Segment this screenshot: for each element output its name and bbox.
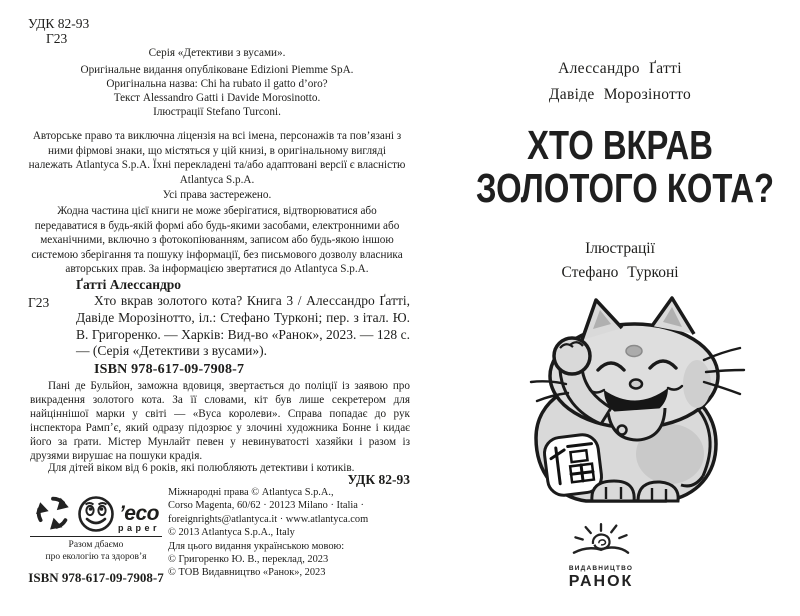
bib-entry: Хто вкрав золотого кота? Книга 3 / Алессандро Ґатті, Давіде Морозінотто, іл.: Стефано Турконі; пер. з італ. Ю. В. Григоренко. — Харків: Вид-во «Ранок», 2023. — 128 с. — (Серія «Детективи з вусами»). [76, 293, 410, 359]
book-title-line2: ЗОЛОТОГО КОТА? [476, 165, 775, 211]
author-name-2: Давіде Морозінотто [548, 86, 692, 103]
udc-code-label: Г23 [46, 31, 68, 46]
eco-paper-logo [117, 502, 160, 533]
bib-isbn: ISBN 978-617-09-7908-7 [94, 362, 245, 377]
series-line: Оригінальна назва: Chi ha rubato il gatto d’oro? [106, 78, 328, 90]
series-line: Ілюстрації Stefano Turconi. [153, 106, 281, 118]
eco-caption-line2: про екологію та здоров’я [45, 551, 147, 562]
annotation-paragraph: Пані де Бульйон, заможна вдовиця, звертається до поліції із заявою про викрадення золотого кота. За її словами, кіт був лише секретером для найціннішої марки у світі — «Вуса королеви». Справа попадає до рук інспектора Рампʼє, який одразу підозрює у злочині художника Бонне і кидає його за ґрати. Містер Мунлайт певен у невинуватості хазяйки і разом із друзями вирушає на пошуки крадія. [30, 380, 410, 463]
publisher-name: ВИДАВНИЦТВО [568, 565, 634, 572]
eco-caption-line1: Разом дбаємо [68, 540, 124, 550]
bib-margin-code: Г23 [28, 295, 50, 310]
rights-block [168, 486, 428, 580]
book-title [476, 122, 775, 211]
series-block [22, 46, 412, 119]
rights-line: Для цього видання українською мовою: [168, 540, 345, 552]
rights-line: © 2013 Atlantyca S.p.A., Italy [168, 527, 295, 539]
book-title-line1: ХТО ВКРАВ [527, 122, 713, 168]
lucky-cat-icon [500, 296, 748, 506]
audience-line: Для дітей віком від 6 років, які полюбляють детективи і котиків. [48, 462, 355, 474]
maneki-neko-illustration [500, 296, 748, 506]
no-part-paragraph: Жодна частина цієї книги не може зберігатися, відтворюватися або передаватися в будь-якій формі або будь-якими засобами, електронними або механічними, включно з фотокопіюванням, записом або будь-якою іншою системою зберігання та пошуку інформації, без письмового дозволу власника авторських прав. За інформацією звертатися до Atlantyca S.p.A. [31, 205, 403, 276]
rights-line: Міжнародні права © Atlantyca S.p.A., [168, 487, 334, 498]
title-page [440, 0, 800, 616]
udc-bottom-label: УДК 82-93 [347, 472, 410, 487]
author-name-1: Алессандро Ґатті [558, 60, 682, 77]
eco-logo-paper: paper [117, 523, 160, 533]
publisher-brand: РАНОК [568, 573, 634, 590]
rights-line: © Григоренко Ю. В., переклад, 2023 [168, 554, 329, 566]
rights-line: © ТОВ Видавництво «Ранок», 2023 [168, 567, 326, 579]
imprint-page [22, 0, 412, 616]
series-line: Текст Alessandro Gatti і Davide Morosinotto. [113, 92, 321, 104]
isbn-bottom: ISBN 978-617-09-7908-7 [28, 570, 164, 585]
bibliographic-record [22, 293, 412, 360]
bib-author-heading: Ґатті Алессандро [76, 277, 182, 292]
eco-paper-block [28, 487, 164, 586]
udc-top-label: УДК 82-93 [28, 16, 90, 31]
sun-icon [568, 522, 634, 560]
recycle-icon [32, 493, 74, 533]
series-line: Серія «Детективи з вусами». [148, 47, 286, 59]
udc-classification [28, 16, 89, 46]
eco-icons-row [28, 487, 164, 533]
illustrator-name: Стефано Турконі [561, 264, 679, 281]
copyright-paragraph: Авторське право та виключна ліцензія на всі імена, персонажів та пов’язані з ними фірмові знаки, що містяться у цій книзі, в оригінальному вигляді належать Atlantyca S.p.A. Їхні перекладені та/або адаптовані версії є власністю Atlantyca S.p.A. [28, 130, 406, 186]
publisher-logo [536, 522, 666, 590]
rights-line: Corso Magenta, 60/62 · 20123 Milano · Italia · [168, 500, 364, 512]
rights-line: foreignrights@atlantyca.it · www.atlantyca.com [168, 513, 369, 525]
illustrations-label: Ілюстрації [585, 240, 655, 257]
rights-reserved-line: Усі права застережено. [162, 189, 272, 201]
smiley-icon [77, 495, 115, 533]
series-line: Оригінальне видання опубліковане Edizioni Piemme SpA. [80, 64, 354, 76]
eco-logo-word: ’eco [118, 502, 159, 525]
eco-divider [30, 536, 162, 537]
